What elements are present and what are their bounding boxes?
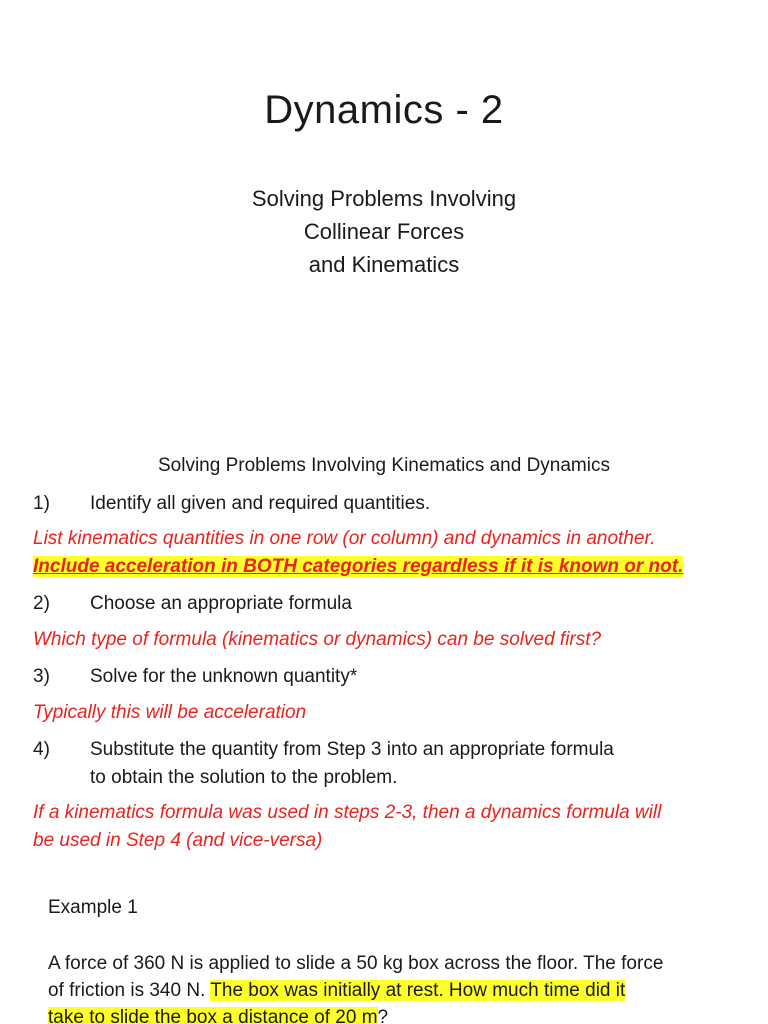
highlighted-text: Include acceleration in BOTH categories regardless if it is known or not. — [33, 556, 684, 577]
step-number: 2) — [33, 593, 50, 614]
example-text: of friction is 340 N. — [48, 980, 211, 1001]
step-text: Solve for the unknown quantity* — [90, 666, 358, 687]
highlighted-text: The box was initially at rest. How much time did it — [210, 980, 626, 1001]
step-3-note: Typically this will be acceleration — [33, 702, 307, 723]
step-number: 3) — [33, 666, 50, 687]
step-4-note: be used in Step 4 (and vice-versa) — [33, 830, 323, 851]
example-text: ? — [377, 1007, 389, 1024]
subtitle-line: Solving Problems Involving — [251, 186, 517, 211]
example-line — [48, 977, 748, 1004]
example-line: A force of 360 N is applied to slide a 50 kg box across the floor. The force — [48, 953, 664, 974]
step-1-note-emphasis — [33, 553, 733, 581]
step-4-note: If a kinematics formula was used in steps 2-3, then a dynamics formula will — [33, 802, 662, 823]
example-body — [48, 950, 748, 1024]
step-2-note: Which type of formula (kinematics or dynamics) can be solved first? — [33, 629, 602, 650]
subtitle-line: Collinear Forces — [303, 219, 465, 244]
step-text: Identify all given and required quantities. — [90, 493, 431, 514]
example-title: Example 1 — [48, 897, 138, 918]
step-number: 4) — [33, 739, 50, 760]
step-text: Choose an appropriate formula — [90, 593, 352, 614]
step-text: to obtain the solution to the problem. — [90, 767, 398, 788]
highlighted-text: take to slide the box a distance of 20 m — [48, 1007, 378, 1024]
subtitle-line: and Kinematics — [308, 252, 460, 277]
step-1-note: List kinematics quantities in one row (or column) and dynamics in another. — [33, 528, 656, 549]
step-text: Substitute the quantity from Step 3 into an appropriate formula — [90, 739, 614, 760]
slide-title: Dynamics - 2 — [264, 88, 504, 132]
section-heading: Solving Problems Involving Kinematics and Dynamics — [158, 455, 610, 476]
slide-subtitle — [0, 182, 768, 281]
example-line — [48, 1004, 748, 1024]
step-number: 1) — [33, 493, 50, 514]
